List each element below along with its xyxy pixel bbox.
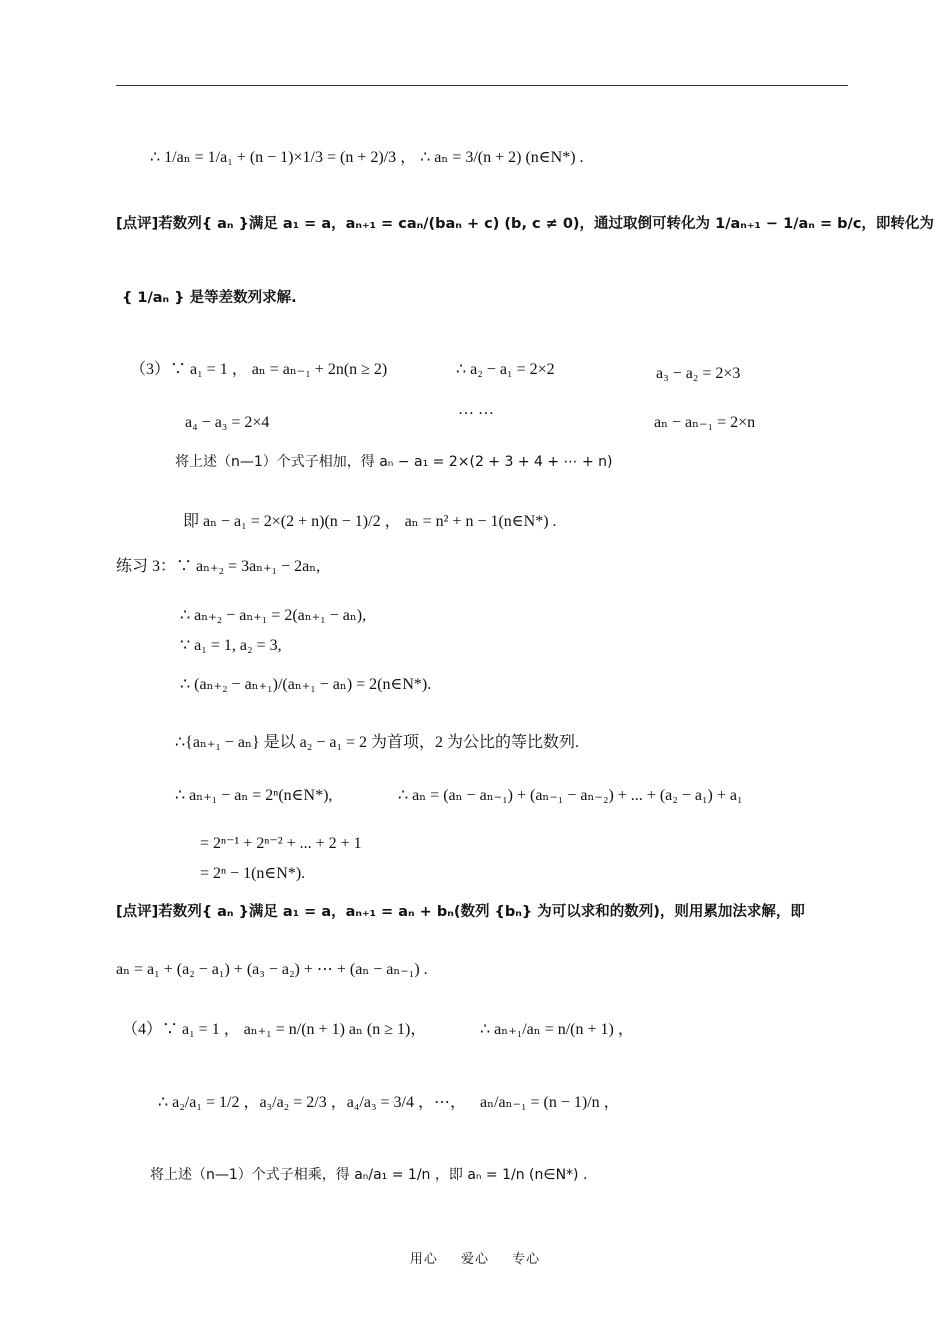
eq-line-1: ∴ 1/aₙ = 1/a₁ + (n − 1)×1/3 = (n + 2)/3 ， ∴ aₙ = 3/(n + 2) (n∈N*) . xyxy=(150,149,584,166)
comment-2-line-2: aₙ = a₁ + (a₂ − a₁) + (a₃ − a₂) + ⋯ + (aₙ − aₙ₋₁) . xyxy=(116,961,428,978)
exercise3-line-3: ∵ a₁ = 1, a₂ = 3, xyxy=(180,637,282,654)
part3-line-1c: a₃ − a₂ = 2×3 xyxy=(656,365,741,382)
part3-line-4: 即 aₙ − a₁ = 2×(2 + n)(n − 1)/2 ， aₙ = n² + n − 1(n∈N*) . xyxy=(183,513,557,530)
part4-line-3: 将上述（n—1）个式子相乘，得 aₙ/a₁ = 1/n ，即 aₙ = 1/n (n∈N*) . xyxy=(150,1167,588,1183)
exercise3-line-5: ∴{aₙ₊₁ − aₙ} 是以 a₂ − a₁ = 2 为首项，2 为公比的等比数列. xyxy=(175,734,580,751)
part3-line-1: （3）∵ a₁ = 1 ， aₙ = aₙ₋₁ + 2n(n ≥ 2) xyxy=(130,361,388,378)
part4-line-1b: ∴ aₙ₊₁/aₙ = n/(n + 1) ， xyxy=(480,1021,634,1038)
comment-1-line-2: { 1/aₙ } 是等差数列求解. xyxy=(122,290,297,306)
part4-line-2b: aₙ/aₙ₋₁ = (n − 1)/n ， xyxy=(480,1094,620,1111)
exercise3-line-7: = 2ⁿ⁻¹ + 2ⁿ⁻² + ... + 2 + 1 xyxy=(200,835,362,852)
exercise3-line-6: ∴ aₙ₊₁ − aₙ = 2ⁿ(n∈N*), xyxy=(175,787,333,804)
part3-line-2c: aₙ − aₙ₋₁ = 2×n xyxy=(654,414,756,431)
part4-line-1: （4）∵ a₁ = 1 ， aₙ₊₁ = n/(n + 1) aₙ (n ≥ 1)， xyxy=(122,1021,427,1038)
exercise3-line-6b: ∴ aₙ = (aₙ − aₙ₋₁) + (aₙ₋₁ − aₙ₋₂) + ... + (a₂ − a₁) + a₁ xyxy=(398,787,743,804)
exercise3-line-2: ∴ aₙ₊₂ − aₙ₊₁ = 2(aₙ₊₁ − aₙ), xyxy=(180,607,367,624)
comment-2-line-1: [点评]若数列{ aₙ }满足 a₁ = a，aₙ₊₁ = aₙ + bₙ(数列 {bₙ} 为可以求和的数列)，则用累加法求解，即 xyxy=(116,904,805,920)
part4-line-2: ∴ a₂/a₁ = 1/2 ，a₃/a₂ = 2/3 ，a₄/a₃ = 3/4 ，⋯， xyxy=(158,1094,467,1111)
part3-line-1b: ∴ a₂ − a₁ = 2×2 xyxy=(456,361,555,378)
part3-line-2b: … … xyxy=(458,401,494,418)
page-footer: 用心 爱心 专心 xyxy=(409,1252,541,1267)
header-rule xyxy=(116,85,848,86)
exercise3-line-4: ∴ (aₙ₊₂ − aₙ₊₁)/(aₙ₊₁ − aₙ) = 2(n∈N*). xyxy=(180,676,432,693)
exercise3-line-8: = 2ⁿ − 1(n∈N*). xyxy=(200,865,306,882)
exercise3-line-1: 练习 3：∵ aₙ₊₂ = 3aₙ₊₁ − 2aₙ, xyxy=(116,558,321,575)
part3-line-3: 将上述（n—1）个式子相加，得 aₙ − a₁ = 2×(2 + 3 + 4 + ⋯ + n) xyxy=(175,454,613,470)
part3-line-2: a₄ − a₃ = 2×4 xyxy=(185,414,270,431)
comment-1-line-1: [点评]若数列{ aₙ }满足 a₁ = a，aₙ₊₁ = caₙ/(baₙ + c) (b, c ≠ 0)，通过取倒可转化为 1/aₙ₊₁ − 1/aₙ = b/c，即转化为 xyxy=(116,216,934,232)
